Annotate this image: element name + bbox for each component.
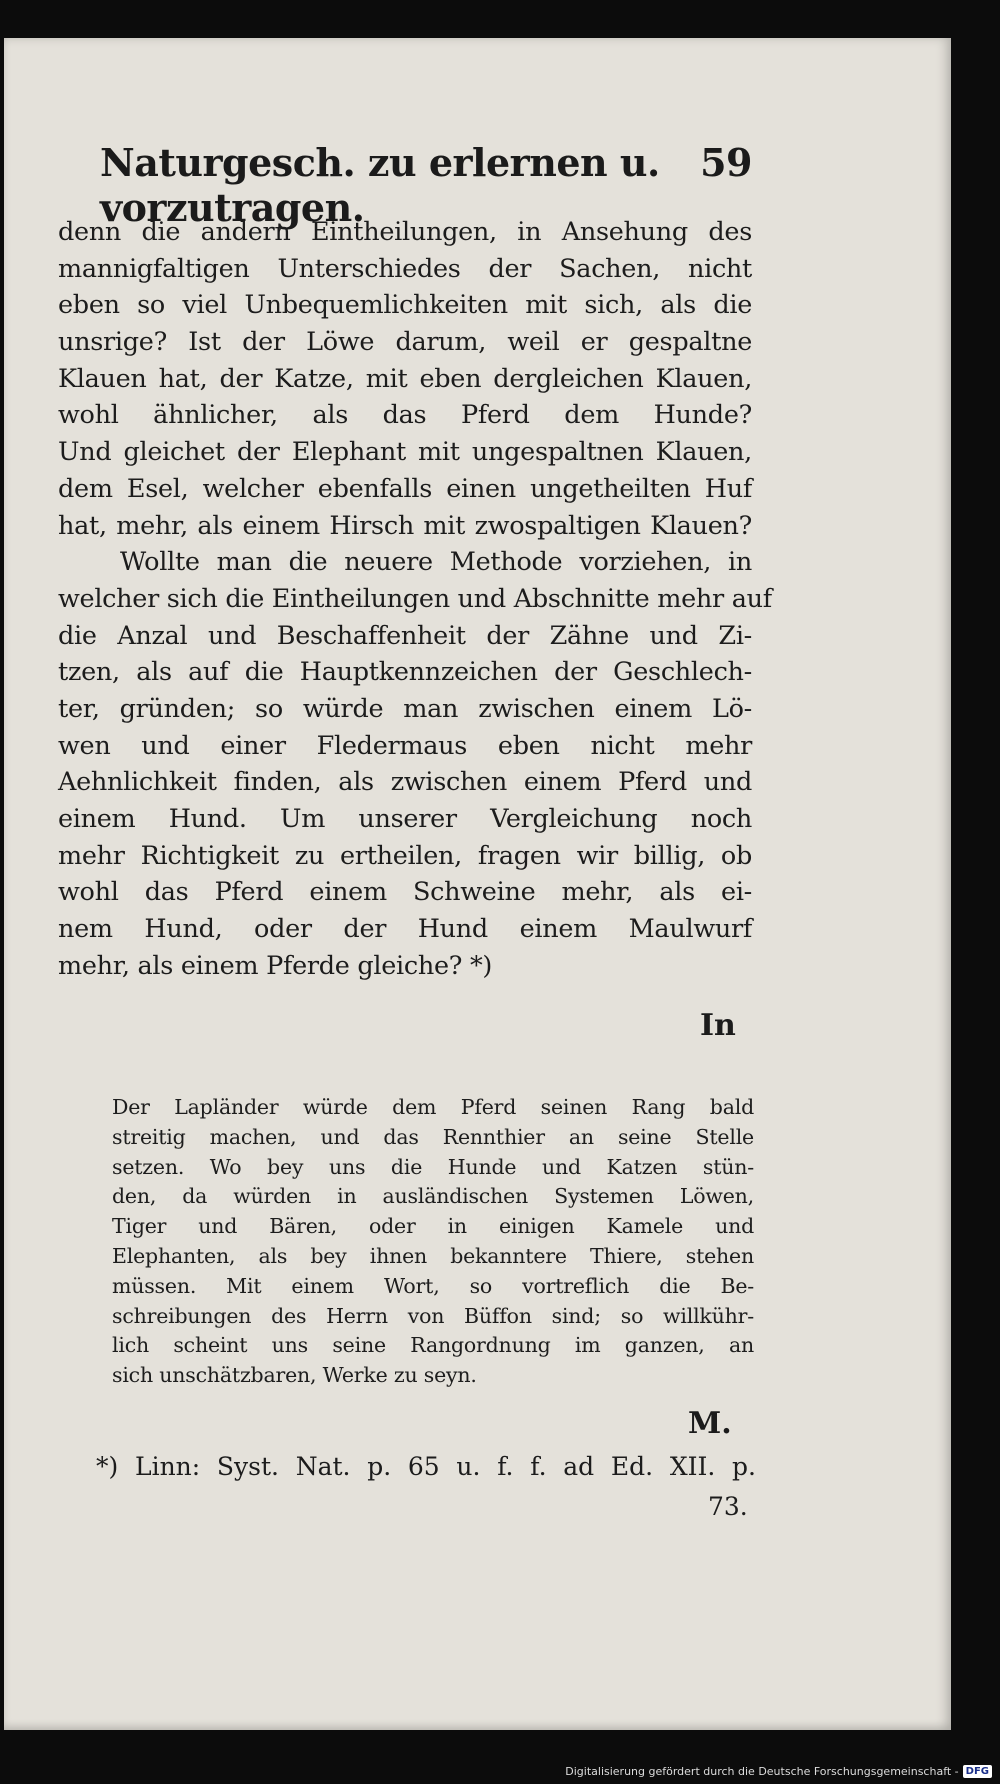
footnote-line: setzen. Wo bey uns die Hunde und Katzen stün- xyxy=(112,1154,754,1179)
body-line: wen und einer Fledermaus eben nicht mehr xyxy=(58,730,752,761)
body-line: Klauen hat, der Katze, mit eben dergleichen Klauen, xyxy=(58,363,752,394)
body-line: Aehnlichkeit finden, als zwischen einem Pferd und xyxy=(58,767,752,798)
body-line: Und gleichet der Elephant mit ungespaltnen Klauen, xyxy=(58,437,752,468)
body-line: hat, mehr, als einem Hirsch mit zwospaltigen Klauen? xyxy=(58,510,752,541)
body-line: mehr Richtigkeit zu ertheilen, fragen wir billig, ob xyxy=(58,840,752,871)
credit-text: Digitalisierung gefördert durch die Deutsche Forschungsgemeinschaft - xyxy=(565,1765,959,1778)
footnote-line: Der Lapländer würde dem Pferd seinen Rang bald xyxy=(112,1095,754,1119)
reference-footnote: *) Linn: Syst. Nat. p. 65 u. f. f. ad Ed. XII. p. xyxy=(96,1452,756,1481)
body-line: einem Hund. Um unserer Vergleichung noch xyxy=(58,804,752,834)
body-line: unsrige? Ist der Löwe darum, weil er gespaltne xyxy=(58,327,752,358)
body-line: die Anzal und Beschaffenheit der Zähne und Zi- xyxy=(58,620,752,651)
footnote-line: sich unschätzbaren, Werke zu seyn. xyxy=(112,1363,477,1388)
footnote-line: den, da würden in ausländischen Systemen Löwen, xyxy=(112,1184,754,1209)
dfg-logo: DFG xyxy=(963,1765,992,1778)
body-line: dem Esel, welcher ebenfalls einen ungetheilten Huf xyxy=(58,473,752,504)
body-line: nem Hund, oder der Hund einem Maulwurf xyxy=(58,914,752,945)
body-line: mehr, als einem Pferde gleiche? *) xyxy=(58,950,493,981)
main-text xyxy=(58,214,772,984)
footnote-line: streitig machen, und das Rennthier an seine Stelle xyxy=(112,1124,754,1149)
catchword: In xyxy=(700,1008,736,1043)
running-title: Naturgesch. zu erlernen u. vorzutragen. xyxy=(100,140,660,230)
body-line: denn die andern Eintheilungen, in Ansehung des xyxy=(58,217,752,247)
body-line: eben so viel Unbequemlichkeiten mit sich, als die xyxy=(58,290,752,321)
digitization-credit xyxy=(565,1765,992,1778)
footnote-line: lich scheint uns seine Rangordnung im ganzen, an xyxy=(112,1333,754,1358)
body-line: wohl das Pferd einem Schweine mehr, als ei- xyxy=(58,877,752,908)
body-line: mannigfaltigen Unterschiedes der Sachen, nicht xyxy=(58,253,752,284)
page-number: 59 xyxy=(700,140,752,185)
reference-continuation: 73. xyxy=(708,1492,748,1521)
footnote-block xyxy=(112,1093,754,1391)
body-line: ter, gründen; so würde man zwischen einem Lö- xyxy=(58,693,752,724)
footnote-line: schreibungen des Herrn von Büffon sind; so willkühr- xyxy=(112,1303,754,1328)
footnote-line: müssen. Mit einem Wort, so vortreflich die Be- xyxy=(112,1273,754,1298)
body-line: welcher sich die Eintheilungen und Abschnitte mehr auf xyxy=(58,583,772,614)
footnote-line: Tiger und Bären, oder in einigen Kamele und xyxy=(112,1214,754,1239)
paragraph-start-line: Wollte man die neuere Methode vorziehen, in xyxy=(120,547,752,578)
footnote-line: Elephanten, als bey ihnen bekanntere Thiere, stehen xyxy=(112,1243,754,1268)
body-line: tzen, als auf die Hauptkennzeichen der Geschlech- xyxy=(58,657,752,688)
body-line: wohl ähnlicher, als das Pferd dem Hunde? xyxy=(58,400,752,431)
footnote-catchword: M. xyxy=(688,1406,732,1441)
